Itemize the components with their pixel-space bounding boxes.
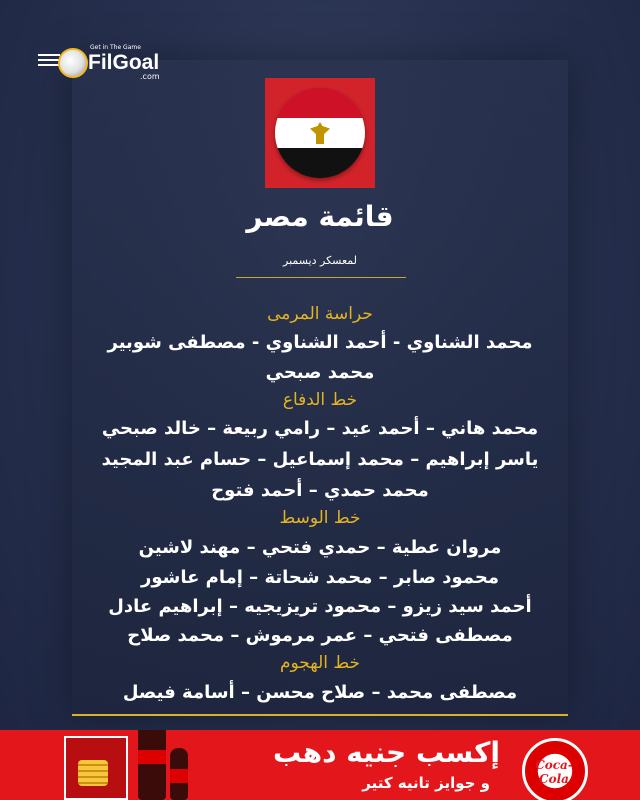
gold-coins-icon	[78, 760, 108, 786]
logo-domain: .com	[140, 72, 160, 81]
player-line: محمود صابر – محمد شحاتة – إمام عاشور	[140, 567, 500, 588]
flag-badge	[265, 78, 375, 188]
player-line: محمد صبحي	[265, 362, 375, 383]
player-line: مروان عطية – حمدي فتحي – مهند لاشين	[138, 537, 502, 558]
ad-banner[interactable]	[0, 730, 640, 800]
player-line: محمد الشناوي - أحمد الشناوي - مصطفى شوبير	[107, 332, 533, 353]
ad-subline: و جوايز تانيه كتير	[362, 774, 490, 792]
subtitle-divider	[236, 277, 406, 278]
ad-headline: إكسب جنيه دهب	[273, 736, 500, 769]
section-heading-midfield: خط الوسط	[279, 508, 361, 528]
player-line: أحمد سيد زيزو – محمود تريزيجيه – إبراهيم عادل	[108, 596, 532, 617]
page-subtitle: لمعسكر ديسمبر	[283, 254, 357, 267]
bottle-icon	[138, 730, 166, 800]
player-line: ياسر إبراهيم – محمد إسماعيل – حسام عبد المجيد	[101, 449, 539, 470]
football-icon	[58, 48, 88, 78]
egypt-flag-icon	[275, 88, 365, 178]
eagle-icon	[310, 122, 330, 144]
bottle-icon	[170, 748, 188, 800]
section-heading-defense: خط الدفاع	[282, 390, 358, 410]
page-title: قائمة مصر	[246, 200, 394, 233]
logo-tagline: Get in The Game	[90, 44, 141, 51]
logo-brand: FilGoal	[88, 51, 160, 74]
section-heading-goalkeepers: حراسة المرمى	[267, 304, 373, 324]
player-line: مصطفى محمد – صلاح محسن – أسامة فيصل	[122, 682, 518, 703]
filgoal-logo[interactable]	[38, 38, 168, 82]
player-line: محمد حمدي – أحمد فتوح	[211, 480, 429, 501]
panel-divider	[72, 714, 568, 716]
player-line: مصطفى فتحي – عمر مرموش – محمد صلاح	[127, 625, 513, 646]
player-line: محمد هاني – أحمد عيد – رامي ربيعة – خالد صبحي	[101, 418, 539, 439]
ad-brand: Coca-Cola	[535, 758, 573, 786]
section-heading-attack: خط الهجوم	[279, 653, 361, 673]
speed-lines-icon	[38, 54, 60, 68]
